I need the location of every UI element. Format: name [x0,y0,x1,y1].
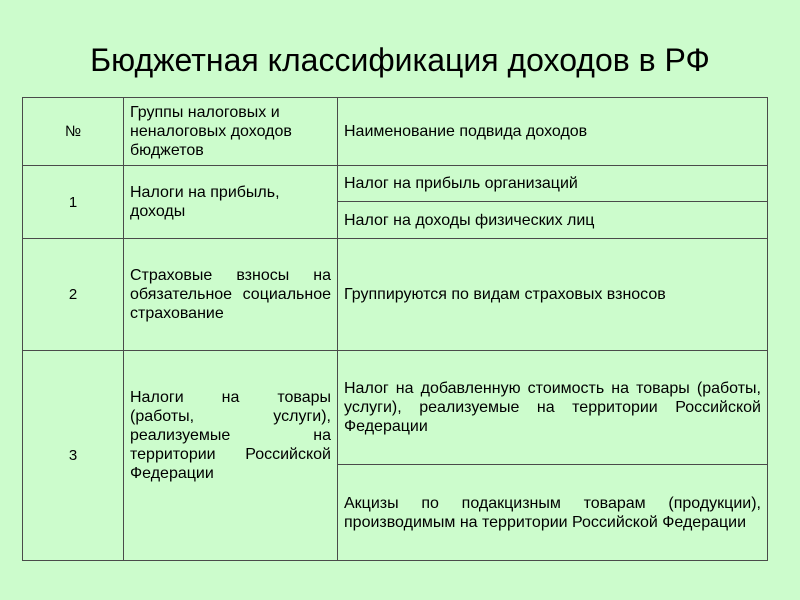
row-number: 3 [23,351,124,561]
table-header-row [23,98,768,166]
row-subtype: Акцизы по подакцизным товарам (продукции), производимым на территории Российской Федерации [338,465,768,561]
row-subtype: Налог на добавленную стоимость на товары (работы, услуги), реализуемые на территории Российской Федерации [338,351,768,465]
budget-classification-table [22,97,768,561]
row-group: Налоги на товары (работы, услуги), реализуемые на территории Российской Федерации [124,351,338,561]
row-group: Налоги на прибыль, доходы [124,166,338,239]
table-row [23,239,768,351]
table-row [23,351,768,465]
page-title: Бюджетная классификация доходов в РФ [90,42,710,78]
header-group: Группы налоговых и неналоговых доходов бюджетов [124,98,338,166]
row-subtype: Налог на прибыль организаций [338,166,768,202]
header-number: № [23,98,124,166]
row-subtype: Группируются по видам страховых взносов [338,239,768,351]
row-subtype: Налог на доходы физических лиц [338,202,768,239]
header-subtype: Наименование подвида доходов [338,98,768,166]
table-row [23,166,768,202]
row-number: 1 [23,166,124,239]
row-number: 2 [23,239,124,351]
row-group: Страховые взносы на обязательное социальное страхование [124,239,338,351]
